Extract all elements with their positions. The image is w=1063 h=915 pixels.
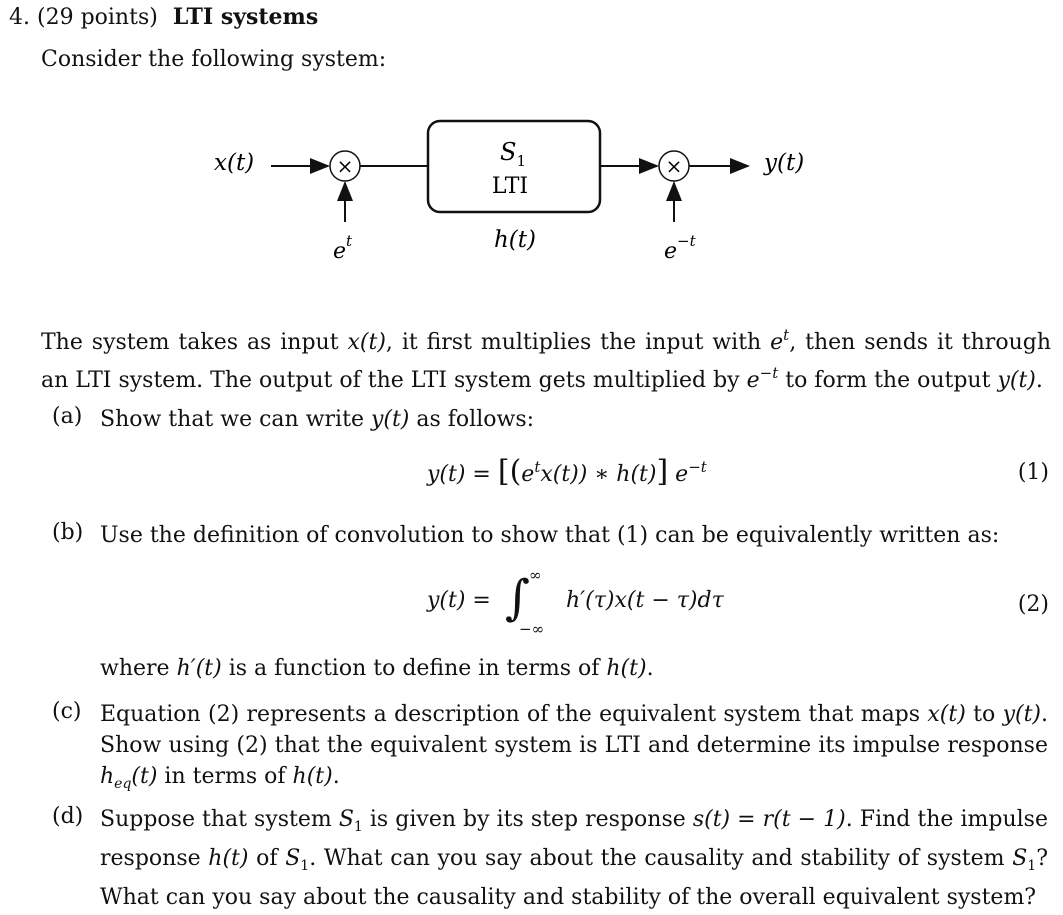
multiplier-2-symbol: × bbox=[665, 154, 683, 178]
description-paragraph: The system takes as input x(t), it first multiplies the input with $e^t$, then sends it through an LTI system. The output of the LTI system gets multiplied by $e^{-t}$ to form the output y(t). bbox=[41, 326, 1051, 393]
equation-1: $y(t) = [(e^tx(t))$ ∗ h(t)] $e^{-t}$ (1) bbox=[427, 454, 1049, 489]
input-label: x(t) bbox=[214, 150, 255, 176]
intro-text: Consider the following system: bbox=[41, 47, 387, 72]
part-a-label: (a) bbox=[52, 404, 83, 429]
mult2-factor: $e^{-t}$ bbox=[664, 232, 696, 264]
system-block-diagram bbox=[0, 0, 1063, 300]
multiplier-1-symbol: × bbox=[336, 154, 354, 178]
part-d-text: Suppose that system $S_1$ is given by its step response s(t) = r(t − 1). Find the impulse response h(t) of $S_1$. What can you say about the causality and stability of system $S_1$? What can you say about the causality and stability of the overall equivalent system? bbox=[100, 807, 1048, 910]
part-a-text: Show that we can write y(t) as follows: bbox=[100, 407, 535, 432]
equation-1-number: (1) bbox=[1017, 460, 1049, 485]
block-name: $S_1$ bbox=[500, 138, 526, 170]
question-number: 4. bbox=[9, 5, 30, 30]
question-points: (29 points) bbox=[37, 5, 158, 30]
part-b-label: (b) bbox=[52, 520, 84, 545]
part-b-where: where h′(t) is a function to define in terms of h(t). bbox=[100, 656, 654, 681]
integral-sign: ∫ bbox=[505, 570, 531, 626]
part-d-label: (d) bbox=[52, 804, 84, 829]
integral-lower: −∞ bbox=[519, 620, 545, 638]
output-label: y(t) bbox=[764, 150, 805, 176]
mult1-factor: $e^t$ bbox=[333, 232, 353, 264]
integral-upper: ∞ bbox=[529, 566, 542, 584]
part-b-text: Use the definition of convolution to show that (1) can be equivalently written as: bbox=[100, 523, 1000, 548]
equation-2-number: (2) bbox=[1017, 592, 1049, 617]
part-c-label: (c) bbox=[52, 699, 82, 724]
equation-2: y(t) = ∫ ∞ −∞ h′(τ)x(t − τ)dτ (2) bbox=[427, 566, 1049, 638]
block-response-label: h(t) bbox=[493, 227, 537, 253]
question-title: LTI systems bbox=[172, 4, 319, 30]
block-type: LTI bbox=[491, 174, 529, 199]
part-c-text: Equation (2) represents a description of the equivalent system that maps x(t) to y(t). Show using (2) that the equivalent system is LTI and determine its impulse response $h_{eq}(t)$ in terms of h(t). bbox=[100, 702, 1048, 792]
